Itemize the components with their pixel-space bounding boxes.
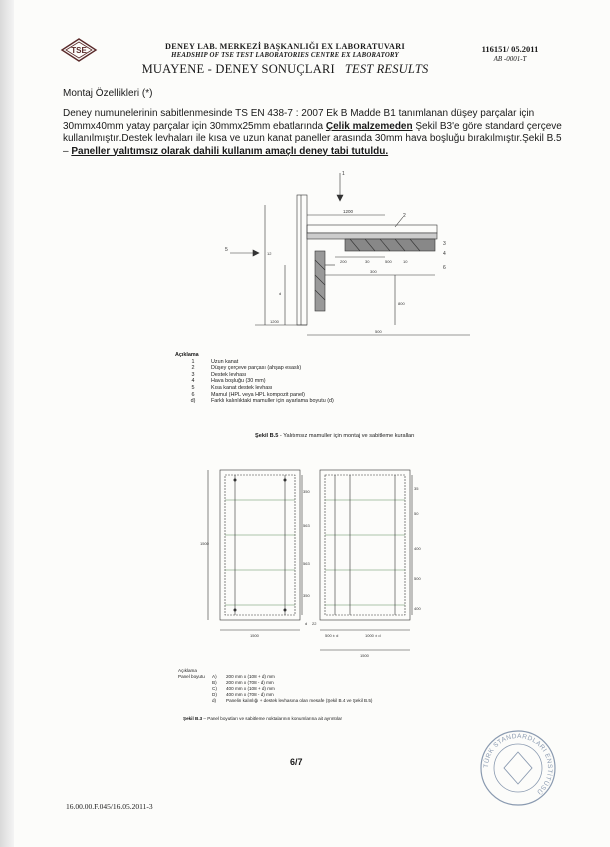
figure-b5-drawing — [215, 165, 485, 350]
report-header — [60, 38, 560, 82]
fig1-label-2: 2 — [403, 213, 406, 219]
legend1-key: d) — [190, 398, 196, 405]
fig1-label-1: 1 — [342, 171, 345, 177]
fig2-dim-b: 563 — [303, 523, 310, 528]
figure1-legend — [175, 352, 334, 405]
legend1-row — [175, 378, 334, 385]
legend2-key: d) — [212, 698, 217, 703]
legend1-key: 2 — [191, 365, 195, 372]
stamp-text: TÜRK STANDARDLARI ENSTİTÜSÜ — [482, 732, 554, 796]
legend1-text: Uzun kanat — [211, 358, 239, 365]
legend2-subtitle: Panel boyutu — [178, 674, 205, 679]
legend1-text: Farklı kalınlıktaki mamuller için ayarlama boyutu (d) — [211, 398, 334, 405]
fig2-dim-h: 500 ± d — [325, 633, 339, 638]
fig2-dim-e: 1500 — [200, 541, 209, 546]
legend1-text: Hava boşluğu (30 mm) — [211, 378, 266, 385]
legend1-key: 6 — [191, 391, 195, 398]
legend2-text: Panelin kalınlığı + destek levhasına olan mesafe (Şekil B.4 ve Şekil B.5) — [226, 698, 373, 703]
scan-edge — [0, 0, 14, 847]
org-line-1: DENEY LAB. MERKEZİ BAŞKANLIĞI EX LABORATUVARI — [165, 42, 405, 51]
org-line-2: HEADSHIP OF TSE TEST LABORATORIES CENTRE EX LABORATORY — [171, 52, 399, 59]
fig1-dim-5: 10 — [403, 259, 408, 264]
fig1-label-6: 6 — [443, 265, 446, 271]
fig1-dim-9: 1200 — [270, 319, 279, 324]
fig1-dim-1: 1200 — [343, 209, 354, 214]
figure2-caption-label: Şekil B.3 — [183, 716, 203, 721]
fig2-dim-j: 1500 — [250, 633, 259, 638]
fig2-dim-k: 35 — [414, 486, 419, 491]
svg-text:TÜRK STANDARDLARI ENSTİTÜSÜ — [482, 733, 554, 796]
legend2-key: C) — [212, 686, 217, 691]
figure2-legend-title: Açıklama — [178, 668, 197, 673]
legend2-row — [178, 698, 372, 704]
fig2-dim-a: 350 — [303, 489, 310, 494]
fig1-label-5: 5 — [225, 247, 228, 253]
body-paragraph — [63, 108, 563, 158]
fig1-dim-2: 200 — [340, 259, 347, 264]
fig1-label-4: 4 — [443, 251, 446, 257]
legend2-key: D) — [212, 692, 217, 697]
footer-code: 16.00.00.F.045/16.05.2011-3 — [66, 802, 153, 811]
figure2-caption — [183, 716, 342, 721]
body-bold-2: Paneller yalıtımsız olarak dahili kullanım amaçlı deney tabi tutuldu. — [71, 145, 389, 157]
fig2-dim-o: 400 — [414, 606, 421, 611]
fig1-label-3: 3 — [443, 241, 446, 247]
legend1-text: Düşey çerçeve parçası (ahşap esaslı) — [211, 365, 302, 372]
fig1-dim-11: 800 — [398, 301, 405, 306]
fig2-dim-m: 400 — [414, 546, 421, 551]
fig1-dim-4: 500 — [385, 259, 392, 264]
section-title: Montaj Özellikleri (*) — [63, 88, 153, 99]
header-right — [460, 44, 560, 63]
legend1-key: 5 — [191, 384, 195, 391]
legend2-key: B) — [212, 680, 217, 685]
fig2-dim-c: 563 — [303, 561, 310, 566]
fig1-dim-8: d — [279, 291, 282, 296]
body-part-1: Deney numunelerinin sabitlenmesinde TS EN 438-7 : 2007 Ek B Madde B1 tanımlanan düşey parçalar için 30mmx40mm yatay parçalar için 30mmx25mm ebatlarında — [63, 108, 535, 132]
results-title-tr: MUAYENE - DENEY SONUÇLARI — [141, 62, 335, 76]
legend1-text: Kısa kanat destek levhası — [211, 384, 273, 391]
legend1-text: Destek levhası — [211, 371, 247, 378]
body-part-2: Şekil B3'e göre standard çerçeve kullanılmıştır.Destek levhaları ile kısa ve uzun kanat paneller arasında 30mm hava boşluğu bırakılmıştır.Şekil B.5 – — [63, 120, 562, 157]
figure1-caption-text: - Yalıtımsız mamuller için montaj ve sabitleme kuralları — [278, 433, 415, 439]
fig2-dim-f: d — [305, 621, 308, 626]
results-title-en: TEST RESULTS — [344, 62, 429, 76]
legend1-row — [175, 385, 334, 392]
legend1-key: 3 — [191, 371, 195, 378]
figure1-caption-label: Şekil B.5 — [255, 433, 279, 439]
institute-stamp — [478, 728, 558, 808]
figure1-legend-title: Açıklama — [175, 352, 199, 358]
report-reference: 116151/ 05.2011 — [481, 44, 539, 54]
fig1-dim-6: 12 — [267, 251, 272, 256]
header-center — [120, 42, 450, 77]
fig2-dim-g: 22 — [312, 621, 317, 626]
legend2-key: A) — [212, 674, 217, 679]
legend1-text: Mamul (HPL veya HPL kompozit panel) — [211, 391, 305, 398]
legend1-key: 4 — [191, 378, 195, 385]
figure-b3-drawing — [190, 455, 440, 665]
figure1-caption — [255, 433, 415, 439]
legend2-text: 400 mm x (108 + d) mm — [226, 686, 275, 691]
legend1-row — [175, 365, 334, 372]
report-code: AB -0001-T — [493, 55, 527, 63]
fig1-dim-10: 500 — [375, 329, 382, 334]
page-number: 6/7 — [290, 757, 303, 767]
fig2-dim-d: 350 — [303, 593, 310, 598]
body-bold-1: Çelik malzemeden — [325, 120, 413, 132]
figure2-legend — [178, 668, 372, 704]
fig2-dim-total: 1500 — [360, 653, 369, 658]
legend1-row — [175, 398, 334, 405]
tse-logo — [60, 38, 98, 62]
fig1-dim-3: 30 — [365, 259, 370, 264]
fig2-dim-l: 50 — [414, 511, 419, 516]
legend1-key: 1 — [191, 358, 195, 365]
legend1-row — [175, 359, 334, 366]
legend2-text: 400 mm x (708 - d) mm — [226, 692, 274, 697]
results-title — [120, 62, 450, 77]
figure2-caption-text: – Panel boyutları ve sabitleme noktalarının konumlarına ait ayrıntılar — [202, 716, 343, 721]
legend1-row — [175, 392, 334, 399]
fig1-dim-7: 300 — [370, 269, 377, 274]
fig2-dim-n: 500 — [414, 576, 421, 581]
legend2-text: 200 mm x (108 + d) mm — [226, 674, 275, 679]
legend1-row — [175, 372, 334, 379]
fig2-dim-i: 1000 ± d — [365, 633, 381, 638]
legend2-text: 200 mm x (708 - d) mm — [226, 680, 274, 685]
logo-text: TSE — [71, 46, 87, 55]
